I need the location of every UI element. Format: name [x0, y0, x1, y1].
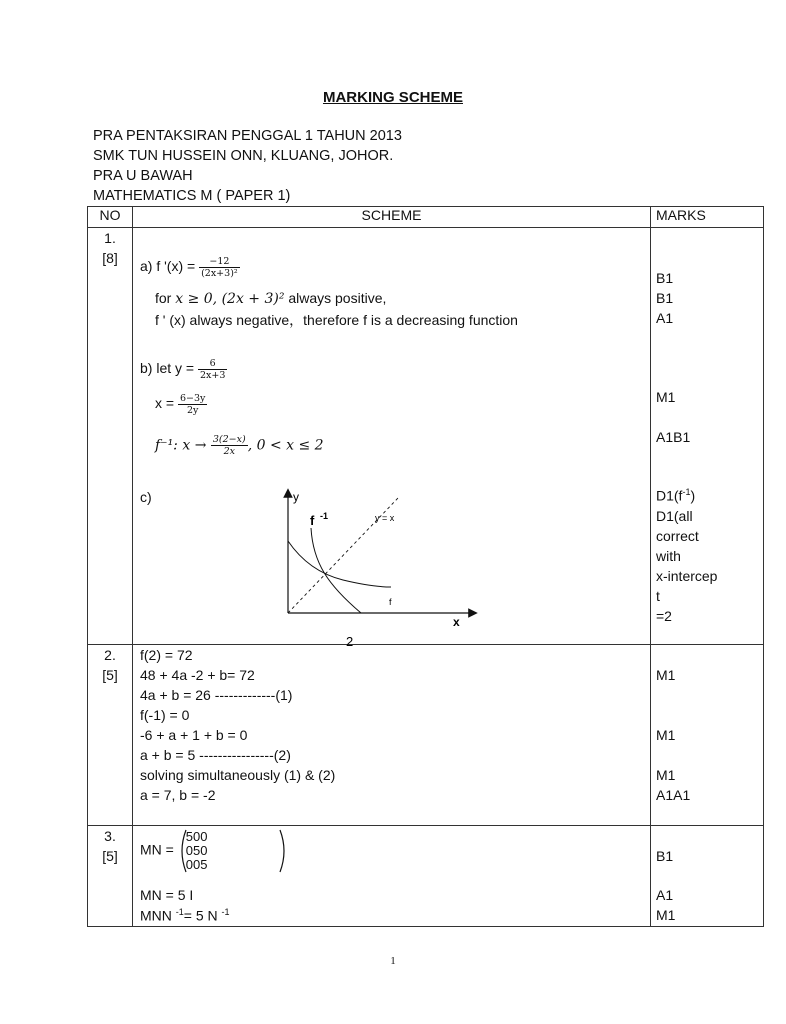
q1-scheme-cell: [133, 228, 651, 649]
page-title: MARKING SCHEME: [322, 89, 463, 106]
table-row-q2: [88, 645, 764, 826]
y-axis-label: y: [293, 490, 299, 504]
q1c-graph: [273, 483, 473, 649]
curve-f: [288, 541, 391, 587]
q3-scheme-cell: MN = 5 0 0 0 5 0 0 0 5 MN = 5 I MNN $^{-1}$= 5 N $^{-1}$: [133, 826, 651, 927]
table-header-row: [88, 207, 764, 228]
q1b-inverse: f⁻¹: x → $\frac{3(2-x)}{2x}$ , 0 < x ≤ 2: [155, 434, 324, 457]
exam-title: PRA PENTAKSIRAN PENGGAL 1 TAHUN 2013: [93, 128, 402, 144]
q3-marks-cell: B1 A1 M1: [651, 826, 764, 927]
header-no: NO: [88, 207, 133, 228]
matrix-brackets: [178, 828, 288, 874]
document-header: [93, 126, 402, 206]
q1a-line3: f ' (x) always negative，therefore f is a decreasing function: [155, 312, 518, 328]
finv-superscript: -1: [320, 511, 329, 521]
q2-number: 2.: [104, 647, 116, 663]
q1c-label: c): [140, 489, 152, 505]
line-label: y = x: [375, 513, 395, 523]
q3-matrix: 5 0 0 0 5 0 0 0 5: [178, 828, 216, 874]
q2-scheme-cell: f(2) = 72 48 + 4a -2 + b= 72 4a + b = 26 -------------(1) f(-1) = 0 -6 + a + 1 + b = 0 a + b = 5 ----------------(2) solving simultaneously (1) & (2) a = 7, b = -2: [133, 645, 651, 826]
q3-total: [5]: [102, 848, 118, 864]
school-name: SMK TUN HUSSEIN ONN, KLUANG, JOHOR.: [93, 148, 394, 164]
q1-number-cell: [88, 228, 133, 645]
x-axis-label: x: [453, 615, 460, 629]
table-row-q1: [88, 228, 764, 645]
subject: MATHEMATICS M ( PAPER 1): [93, 188, 291, 204]
q3-number-cell: [88, 826, 133, 927]
q2-total: [5]: [102, 667, 118, 683]
marking-table: [87, 206, 764, 927]
q2-marks-cell: M1 M1 M1 A1A1: [651, 645, 764, 826]
intercept-label: 2: [346, 634, 354, 649]
q1a-line2: for x ≥ 0, (2x + 3)² always positive,: [155, 290, 387, 307]
page-number: 1: [390, 955, 396, 967]
table-row-q3: [88, 826, 764, 927]
q1-total: [8]: [102, 250, 118, 266]
header-marks: MARKS: [651, 207, 764, 228]
q3-number: 3.: [104, 828, 116, 844]
q1-marks-cell: B1 B1 A1 M1 A1B1 $D1(f^{-1})$ D1(all correct with x-intercep t =2: [651, 228, 764, 645]
q1-number: 1.: [104, 230, 116, 246]
q1a-fraction: $\frac{-12}{\text{(2x+3)²}}$: [201, 256, 238, 279]
f-label: f: [389, 597, 392, 607]
q1b-line2: x = $\frac{6-3y}{2y}$: [155, 393, 206, 416]
q3-mn-line: MN = 5 0 0 0 5 0 0 0 5: [140, 828, 215, 874]
header-scheme: SCHEME: [133, 207, 651, 228]
q2-number-cell: [88, 645, 133, 826]
level: PRA U BAWAH: [93, 168, 193, 184]
finv-label: f: [310, 513, 315, 528]
q1b-line1: b) let y = $\frac{6}{2x+3}$: [140, 358, 226, 381]
q1a-line1: a) f '(x) = $\frac{-12}{\text{(2x+3)²}}$: [140, 256, 238, 279]
